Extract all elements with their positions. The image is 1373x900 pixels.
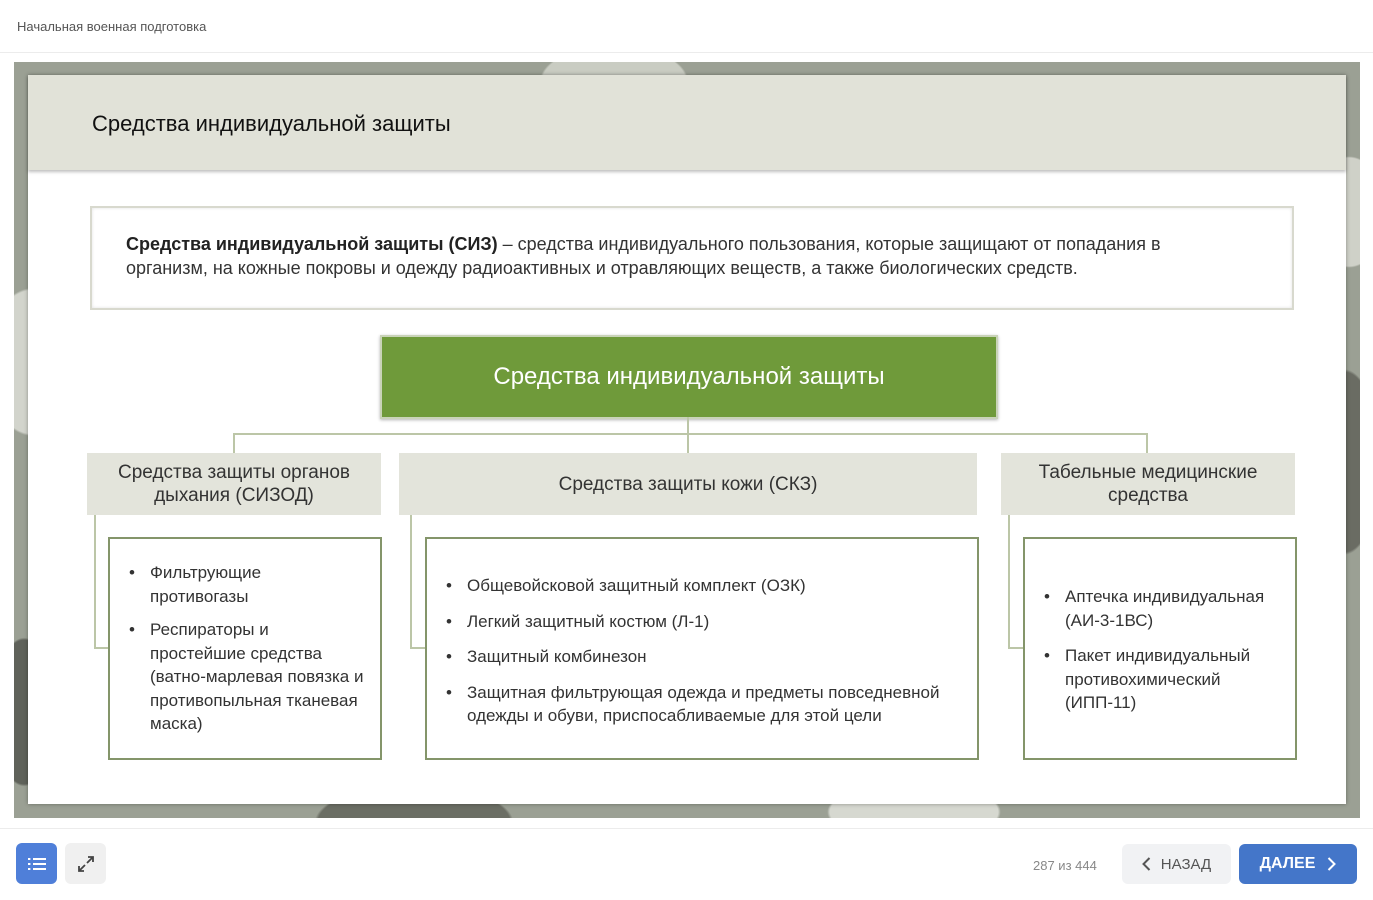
- next-button[interactable]: [1239, 844, 1357, 884]
- connector-middle-list-v: [410, 515, 412, 649]
- connector-right-list-h: [1008, 647, 1024, 649]
- connector-right-drop: [1146, 433, 1148, 453]
- respiratory-list-box: [108, 537, 382, 760]
- connector-middle-list-h: [410, 647, 426, 649]
- connector-left-list-v: [94, 515, 96, 649]
- list-item: • Легкий защитный костюм (Л-1): [427, 610, 977, 634]
- medical-list-box: [1023, 537, 1297, 760]
- chevron-left-icon: [1142, 857, 1151, 871]
- list-item: • Защитная фильтрующая одежда и предметы повседневной одежды и обуви, приспосабливаемые для этой цели: [427, 681, 977, 728]
- back-button[interactable]: [1122, 844, 1231, 884]
- page-counter: 287 из 444: [1033, 858, 1097, 873]
- slide-title: Средства индивидуальной защиты: [92, 111, 451, 136]
- definition-term: Средства индивидуальной защиты (СИЗ): [126, 234, 498, 254]
- outline-button[interactable]: [16, 843, 57, 884]
- list-item: • Респираторы и простейшие средства (ватно-марлевая повязка и противопыльная тканевая маска): [110, 618, 380, 736]
- fullscreen-button[interactable]: [65, 843, 106, 884]
- connector-right-list-v: [1008, 515, 1010, 649]
- list-item: • Пакет индивидуальный противохимический (ИПП-11): [1025, 644, 1295, 715]
- bottom-bar: [0, 828, 1373, 900]
- definition-box: [90, 206, 1294, 310]
- definition-text: [126, 232, 1246, 280]
- list-item: • Аптечка индивидуальная (АИ-3-1ВС): [1025, 585, 1295, 632]
- course-title: Начальная военная подготовка: [17, 19, 207, 34]
- next-label: ДАЛЕЕ: [1259, 855, 1316, 872]
- slide: [28, 75, 1346, 804]
- category-label: Табельные медицинские средства: [1038, 462, 1258, 506]
- connector-middle-drop: [687, 433, 689, 453]
- list-item: • Общевойсковой защитный комплект (ОЗК): [427, 574, 977, 598]
- chevron-right-icon: [1327, 857, 1336, 871]
- slide-header: [28, 75, 1346, 170]
- top-bar: [0, 0, 1373, 53]
- category-label: Средства защиты кожи (СКЗ): [558, 473, 818, 495]
- connector-left-drop: [233, 433, 235, 453]
- category-label: Средства защиты органов дыхания (СИЗОД): [118, 462, 350, 506]
- list-icon: [28, 857, 46, 871]
- category-respiratory: [87, 453, 381, 515]
- connector-root-down: [687, 417, 689, 433]
- connector-horizontal: [233, 433, 1148, 435]
- respiratory-list: [110, 561, 380, 736]
- skin-list-box: [425, 537, 979, 760]
- back-label: НАЗАД: [1160, 855, 1212, 873]
- list-item: • Фильтрующие противогазы: [110, 561, 380, 608]
- expand-icon: [77, 855, 95, 873]
- category-medical: [1001, 453, 1295, 515]
- definition-body: – средства индивидуального пользования, которые защищают от попадания в организм, на кожные покровы и одежду радиоактивных и отравляющих веществ, а также биологических средств.: [126, 234, 1161, 278]
- diagram-root: Средства индивидуальной защиты: [380, 335, 998, 419]
- category-skin: [399, 453, 977, 515]
- list-item: • Защитный комбинезон: [427, 645, 977, 669]
- medical-list: [1025, 585, 1295, 715]
- skin-list: [427, 574, 977, 728]
- slide-stage: [14, 62, 1360, 818]
